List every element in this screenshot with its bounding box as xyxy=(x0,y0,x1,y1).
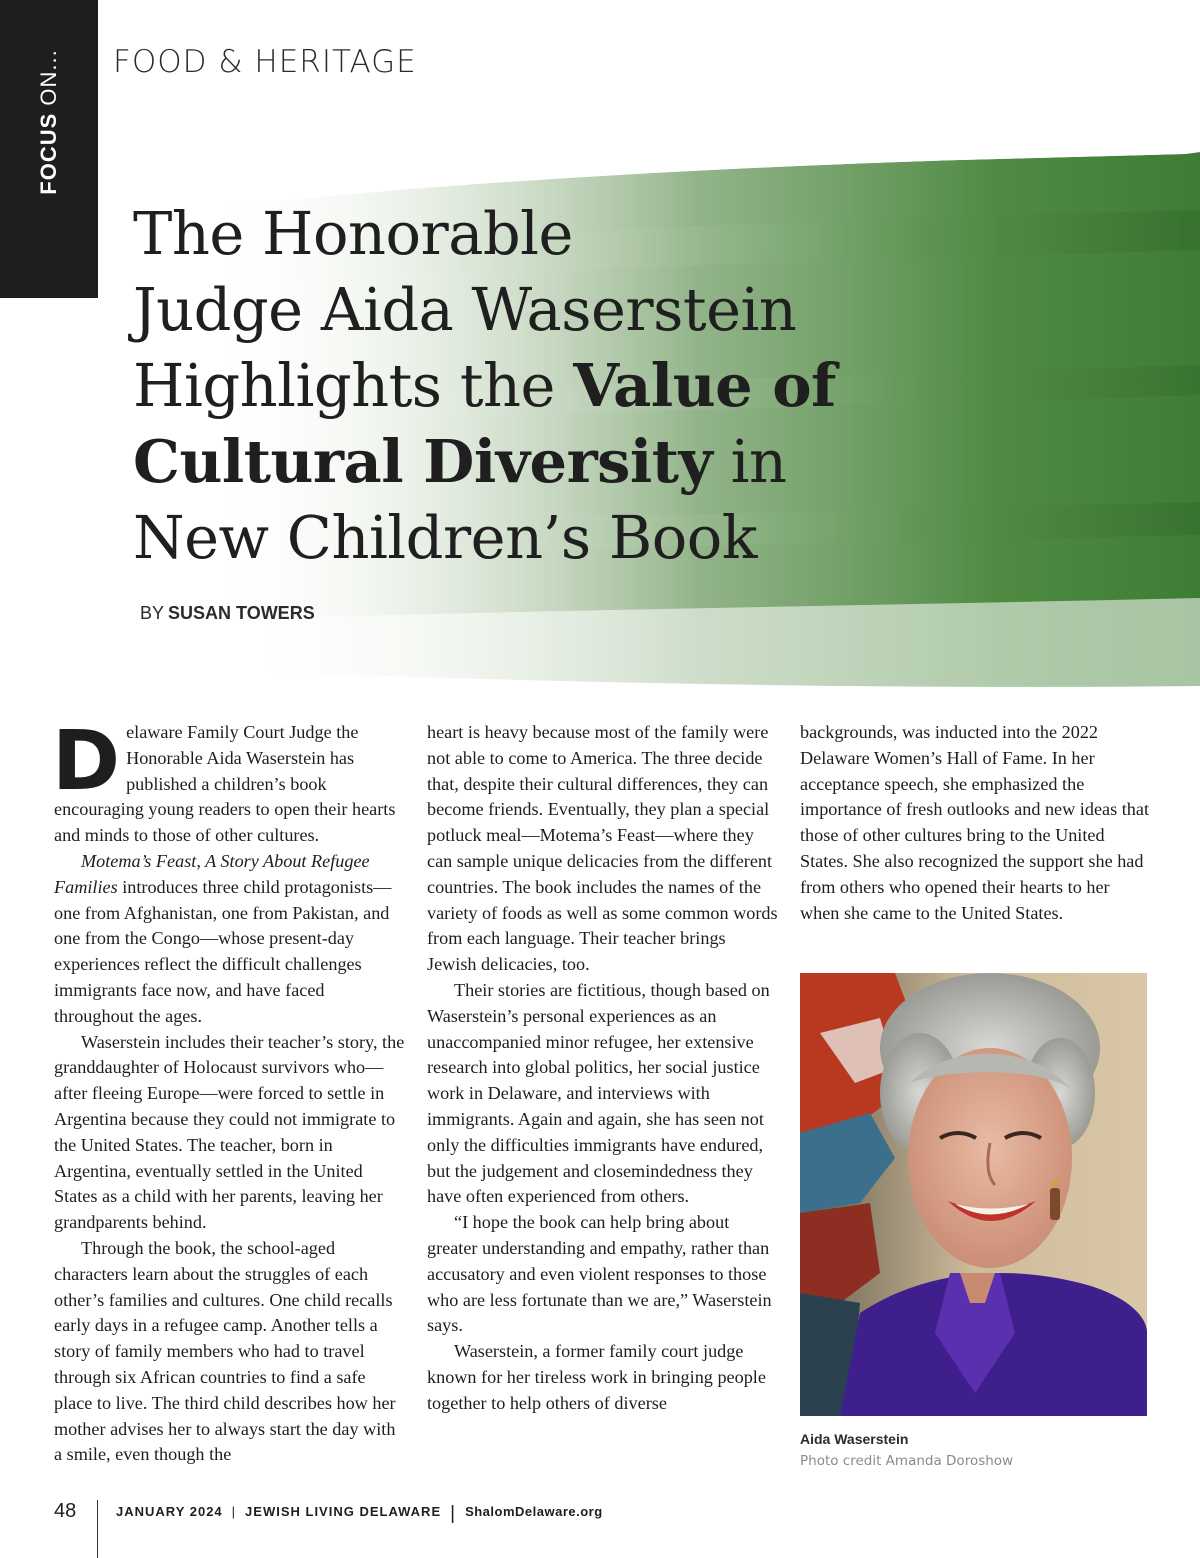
headline-bold-diversity: Cultural Diversity xyxy=(133,427,713,496)
drop-cap: D xyxy=(52,714,121,809)
paragraph-7-start: Waserstein, a former family court judge known for her tireless work in bringing people together to help others of diverse xyxy=(427,1341,766,1413)
headline-bold-value: Value of xyxy=(573,351,836,420)
paragraph-2 xyxy=(54,849,406,1030)
headline-line-4: in xyxy=(712,427,787,496)
paragraph-1-text: elaware Family Court Judge the Honorable Aida Waserstein has published a children’s book encouraging young readers to open their hearts and minds to those of other cultures. xyxy=(54,722,396,846)
article-column-1 xyxy=(52,714,406,1468)
page-number: 48 xyxy=(54,1500,77,1522)
article-column-2 xyxy=(427,720,779,1417)
portrait-photo xyxy=(800,973,1147,1416)
headline-line-2: Judge Aida Waserstein xyxy=(133,275,797,344)
focus-word: FOCUS xyxy=(36,112,61,195)
focus-on-tab xyxy=(0,0,98,298)
headline-line-1: The Honorable xyxy=(133,199,573,268)
headline-line-5: New Children’s Book xyxy=(133,503,758,572)
website-link[interactable]: ShalomDelaware.org xyxy=(465,1504,603,1519)
paragraph-3: Waserstein includes their teacher’s story, the granddaughter of Holocaust survivors who—after fleeing Europe—were forced to settle in Argentina because they could not immigrate to the United States. The teacher, born in Argentina, eventually settled in the United States as a child with her parents, leaving her grandparents behind. xyxy=(54,1031,405,1233)
footer-separator: | xyxy=(450,1503,457,1524)
footer-separator: | xyxy=(231,1504,237,1519)
on-word: ON... xyxy=(36,49,61,106)
byline-prefix: BY xyxy=(140,603,165,623)
publication-name: JEWISH LIVING DELAWARE xyxy=(245,1504,442,1519)
paragraph-4-start: Through the book, the school-aged characters learn about the struggles of each other’s families and cultures. One child recalls early days in a refugee camp. Another tells a story of family members who had to travel through six African countries to find a safe place to live. The third child describes how her mother advises her to always start the day with a smile, even though the xyxy=(54,1237,396,1465)
issue-date: JANUARY 2024 xyxy=(116,1504,223,1519)
article-column-3 xyxy=(800,720,1152,926)
paragraph-4-continued: heart is heavy because most of the family were not able to come to America. The three decide that, despite their cultural differences, they can become friends. Eventually, they plan a special potluck meal—Motema’s Feast—where they can sample unique delicacies from the different countries. The book includes the names of the variety of foods as well as some common words from each language. Their teacher brings Jewish delicacies, too. xyxy=(427,722,778,975)
byline xyxy=(140,603,315,624)
paragraph-2-text: introduces three child protagonists—one from Afghanistan, one from Pakistan, and one from the Congo—whose present-day experiences reflect the difficult challenges immigrants face now, and have faced throughout the ages. xyxy=(54,876,392,1026)
footer-divider xyxy=(97,1500,98,1558)
paragraph-5: Their stories are fictitious, though based on Waserstein’s personal experiences as an unaccompanied minor refugee, her extensive research into global politics, her social justice work in Delaware, and interviews with immigrants. Again and again, she has seen not only the difficulties immigrants have endured, but the judgement and closemindedness they have often experienced from others. xyxy=(427,979,770,1207)
section-title: FOOD & HERITAGE xyxy=(113,44,417,80)
photo-credit: Photo credit Amanda Doroshow xyxy=(800,1453,1014,1469)
paragraph-1 xyxy=(52,714,406,849)
paragraph-6-quote: “I hope the book can help bring about greater understanding and empathy, rather than accusatory and even violent responses to those who are less fortunate than we are,” Waserstein says. xyxy=(427,1212,772,1336)
focus-on-label xyxy=(36,49,62,194)
headline-line-3: Highlights the xyxy=(133,351,574,420)
author-name: SUSAN TOWERS xyxy=(168,603,315,623)
book-title: Motema’s Feast, A Story About Refugee Families xyxy=(54,850,370,897)
photo-caption: Aida Waserstein xyxy=(800,1431,909,1447)
paragraph-7-continued: backgrounds, was inducted into the 2022 Delaware Women’s Hall of Fame. In her acceptance speech, she emphasized the importance of fresh outlooks and new ideas that those of other cultures bring to the United States. She also recognized the support she had from others who opened their hearts to her when she came to the United States. xyxy=(800,722,1149,923)
article-headline xyxy=(133,196,893,576)
footer-info xyxy=(116,1503,603,1525)
